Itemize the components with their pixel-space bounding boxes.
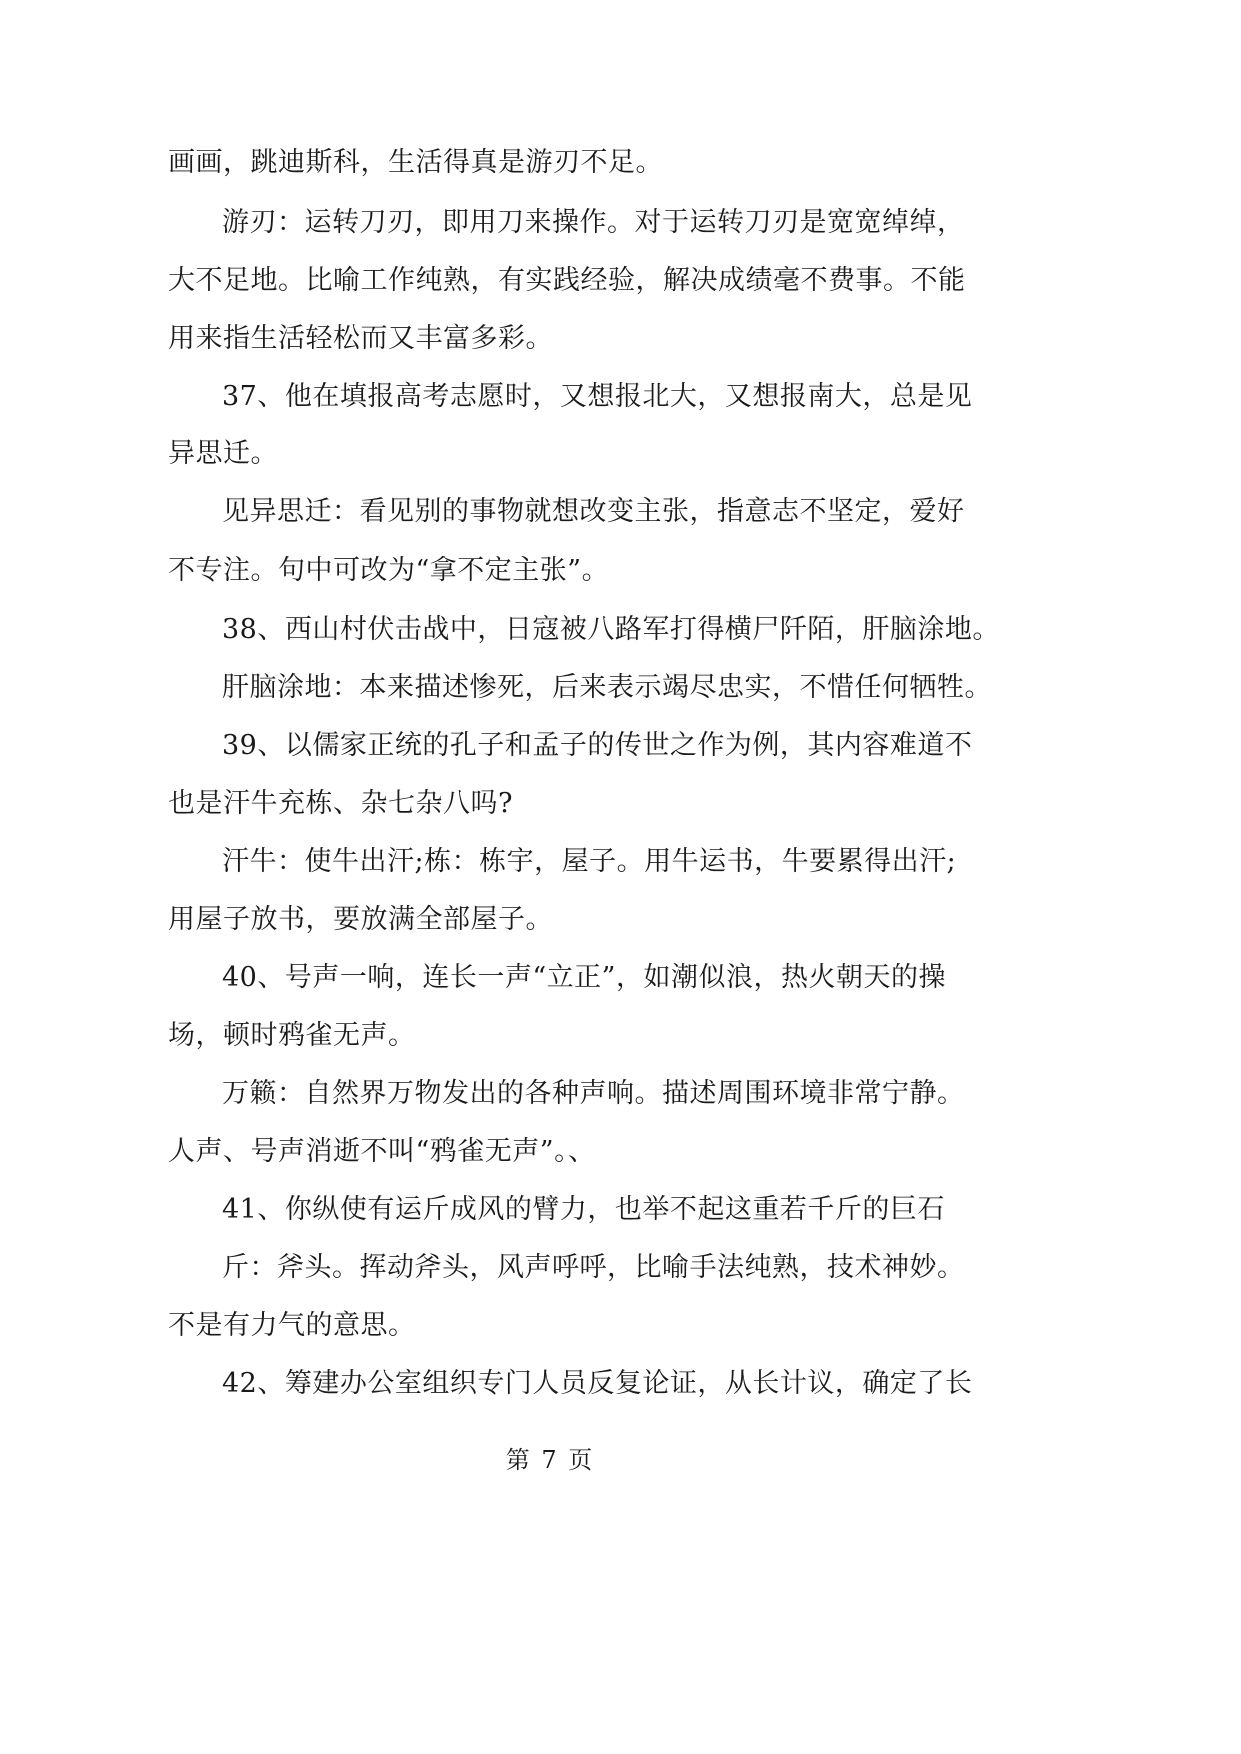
text-line: 人声、号声消逝不叫“鸦雀无声”。、 xyxy=(168,1136,596,1167)
text-line: 大不足地。比喻工作纯熟，有实践经验，解决成绩毫不费事。不能 xyxy=(168,265,966,296)
text-line: 汗牛：使牛出汗;栋：栋宇，屋子。用牛运书，牛要累得出汗; xyxy=(222,846,957,877)
text-line: 画画，跳迪斯科，生活得真是游刃不足。 xyxy=(168,147,663,178)
text-line: 37、他在填报高考志愿时，又想报北大，又想报南大，总是见 xyxy=(222,381,973,412)
text-line: 不专注。句中可改为“拿不定主张”。 xyxy=(168,555,610,586)
text-line: 40、号声一响，连长一声“立正”，如潮似浪，热火朝天的操 xyxy=(222,962,946,993)
text-line: 也是汗牛充栋、杂七杂八吗? xyxy=(168,788,513,819)
text-line: 斤：斧头。挥动斧头，风声呼呼，比喻手法纯熟，技术神妙。 xyxy=(222,1252,965,1283)
text-line: 38、西山村伏击战中，日寇被八路军打得横尸阡陌，肝脑涂地。 xyxy=(222,614,1000,645)
text-line: 异思迁。 xyxy=(168,438,278,469)
text-line: 见异思迁：看见别的事物就想改变主张，指意志不坚定，爱好 xyxy=(222,496,965,527)
text-line: 42、筹建办公室组织专门人员反复论证，从长计议，确定了长 xyxy=(222,1368,973,1399)
text-line: 场，顿时鸦雀无声。 xyxy=(168,1020,416,1051)
text-line: 用屋子放书，要放满全部屋子。 xyxy=(168,904,553,935)
text-line: 不是有力气的意思。 xyxy=(168,1310,416,1341)
text-line: 肝脑涂地：本来描述惨死，后来表示竭尽忠实，不惜任何牺牲。 xyxy=(222,672,992,703)
page-number: 第 7 页 xyxy=(505,1446,595,1474)
text-line: 万籁：自然界万物发出的各种声响。描述周围环境非常宁静。 xyxy=(222,1078,965,1109)
text-line: 用来指生活轻松而又丰富多彩。 xyxy=(168,323,553,354)
text-line: 39、以儒家正统的孔子和孟子的传世之作为例，其内容难道不 xyxy=(222,730,973,761)
text-line: 41、你纵使有运斤成风的臂力，也举不起这重若千斤的巨石 xyxy=(222,1194,945,1225)
text-line: 游刃：运转刀刃，即用刀来操作。对于运转刀刃是宽宽绰绰， xyxy=(222,207,965,238)
